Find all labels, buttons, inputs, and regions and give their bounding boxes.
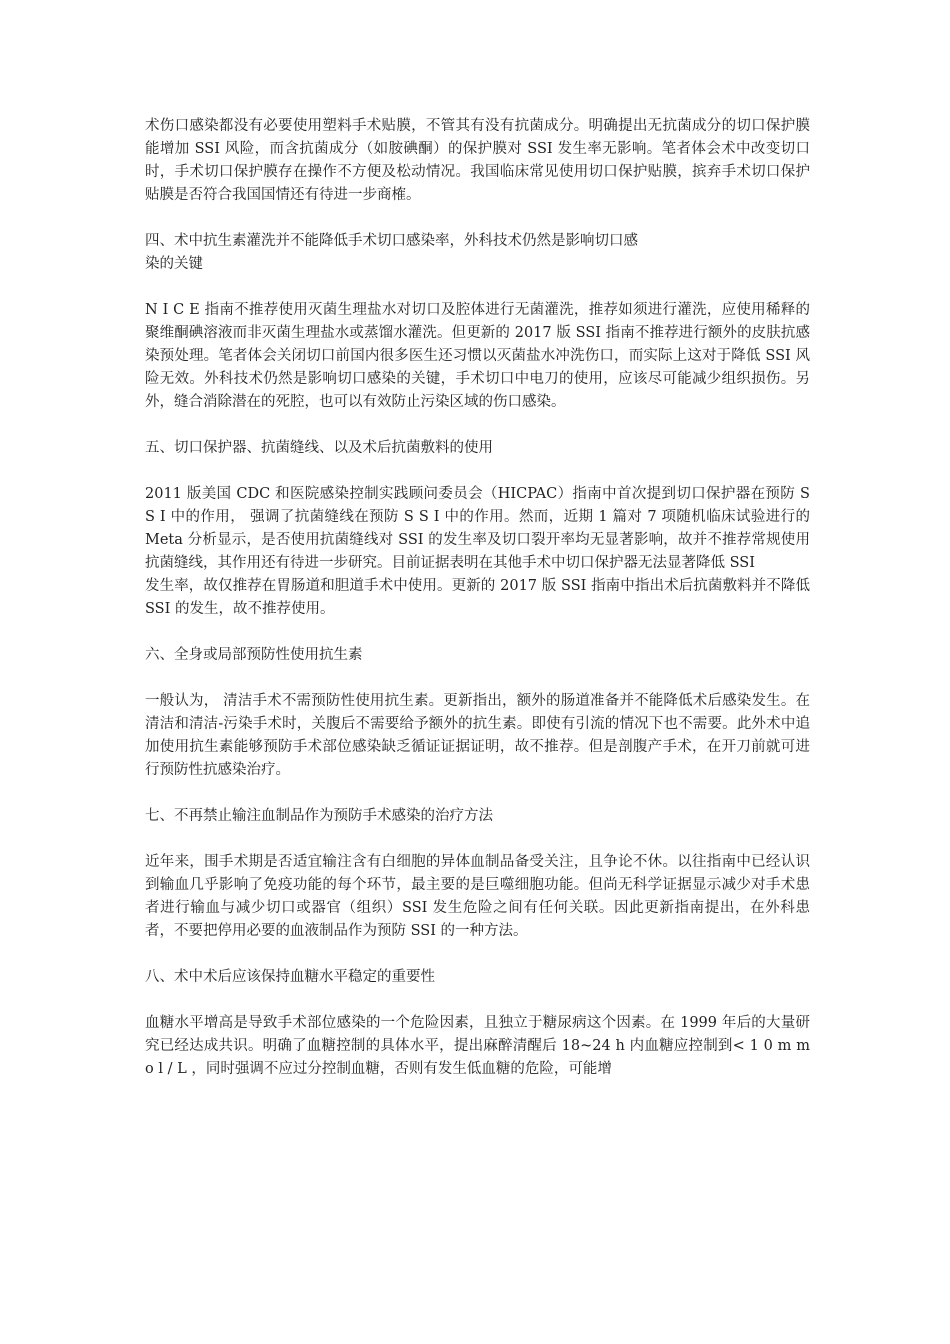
paragraph-blood-glucose: 血糖水平增高是导致手术部位感染的一个危险因素，且独立于糖尿病这个因素。在 1999 年后的大量研究已经达成共识。明确了血糖控制的具体水平，提出麻醉清醒后 18~24 h 内血糖应控制到< 1 0 m m o l / L ，同时强调不应过分控制血糖，否则有发生低血糖的危险，可能增 xyxy=(145,1015,810,1077)
paragraph-prophylactic-antibiotics: 一般认为， 清洁手术不需预防性使用抗生素。更新指出，额外的肠道准备并不能降低术后感染发生。在清洁和清洁-污染手术时，关腹后不需要给予额外的抗生素。即使有引流的情况下也不需要。此外术中追加使用抗生素能够预防手术部位感染缺乏循证证据证明，故不推荐。但是剖腹产手术，在开刀前就可进行预防性抗感染治疗。 xyxy=(145,693,810,778)
paragraph-blood-products: 近年来，围手术期是否适宜输注含有白细胞的异体血制品备受关注，且争论不休。以往指南中已经认识到输血几乎影响了免疫功能的每个环节，最主要的是巨噬细胞功能。但尚无科学证据显示减少对手术患者进行输血与减少切口或器官（组织）SSI 发生危险之间有任何关联。因此更新指南提出，在外科患者，不要把停用必要的血液制品作为预防 SSI 的一种方法。 xyxy=(145,854,810,939)
document-page xyxy=(145,115,810,1104)
section-heading-4: 四、术中抗生素灌洗并不能降低手术切口感染率，外科技术仍然是影响切口感 染的关键 xyxy=(145,233,638,272)
section-heading-6: 六、全身或局部预防性使用抗生素 xyxy=(145,647,363,663)
section-heading-5: 五、切口保护器、抗菌缝线、以及术后抗菌敷料的使用 xyxy=(145,440,493,456)
section-heading-8: 八、术中术后应该保持血糖水平稳定的重要性 xyxy=(145,969,435,985)
paragraph-incision-film: 术伤口感染都没有必要使用塑料手术贴膜，不管其有没有抗菌成分。明确提出无抗菌成分的切口保护膜能增加 SSI 风险，而含抗菌成分（如胺碘酮）的保护膜对 SSI 发生率无影响。笔者体会术中改变切口时，手术切口保护膜存在操作不方便及松动情况。我国临床常见使用切口保护贴膜，摈弃手术切口保护贴膜是否符合我国国情还有待进一步商榷。 xyxy=(145,118,810,203)
paragraph-wound-protector: 2011 版美国 CDC 和医院感染控制实践顾问委员会（HICPAC）指南中首次提到切口保护器在预防 S S I 中的作用， 强调了抗菌缝线在预防 S S I 中的作用。然而，近期 1 篇对 7 项随机临床试验进行的 Meta 分析显示，是否使用抗菌缝线对 SSI 的发生率及切口裂开率均无显著影响，故并不推荐常规使用抗菌缝线，其作用还有待进一步研究。目前证据表明在其他手术中切口保护器无法显著降低 SSI 发生率，故仅推荐在胃肠道和胆道手术中使用。更新的 2017 版 SSI 指南中指出术后抗菌敷料并不降低 SSI 的发生，故不推荐使用。 xyxy=(145,486,810,617)
section-heading-7: 七、不再禁止输注血制品作为预防手术感染的治疗方法 xyxy=(145,808,493,824)
paragraph-irrigation: N I C E 指南不推荐使用灭菌生理盐水对切口及腔体进行无菌灌洗，推荐如须进行灌洗，应使用稀释的聚维酮碘溶液而非灭菌生理盐水或蒸馏水灌洗。但更新的 2017 版 SSI 指南不推荐进行额外的皮肤抗感染预处理。笔者体会关闭切口前国内很多医生还习惯以灭菌盐水冲洗伤口，而实际上这对于降低 SSI 风险无效。外科技术仍然是影响切口感染的关键，手术切口中电刀的使用，应该尽可能减少组织损伤。另外，缝合消除潜在的死腔，也可以有效防止污染区域的伤口感染。 xyxy=(145,302,810,410)
